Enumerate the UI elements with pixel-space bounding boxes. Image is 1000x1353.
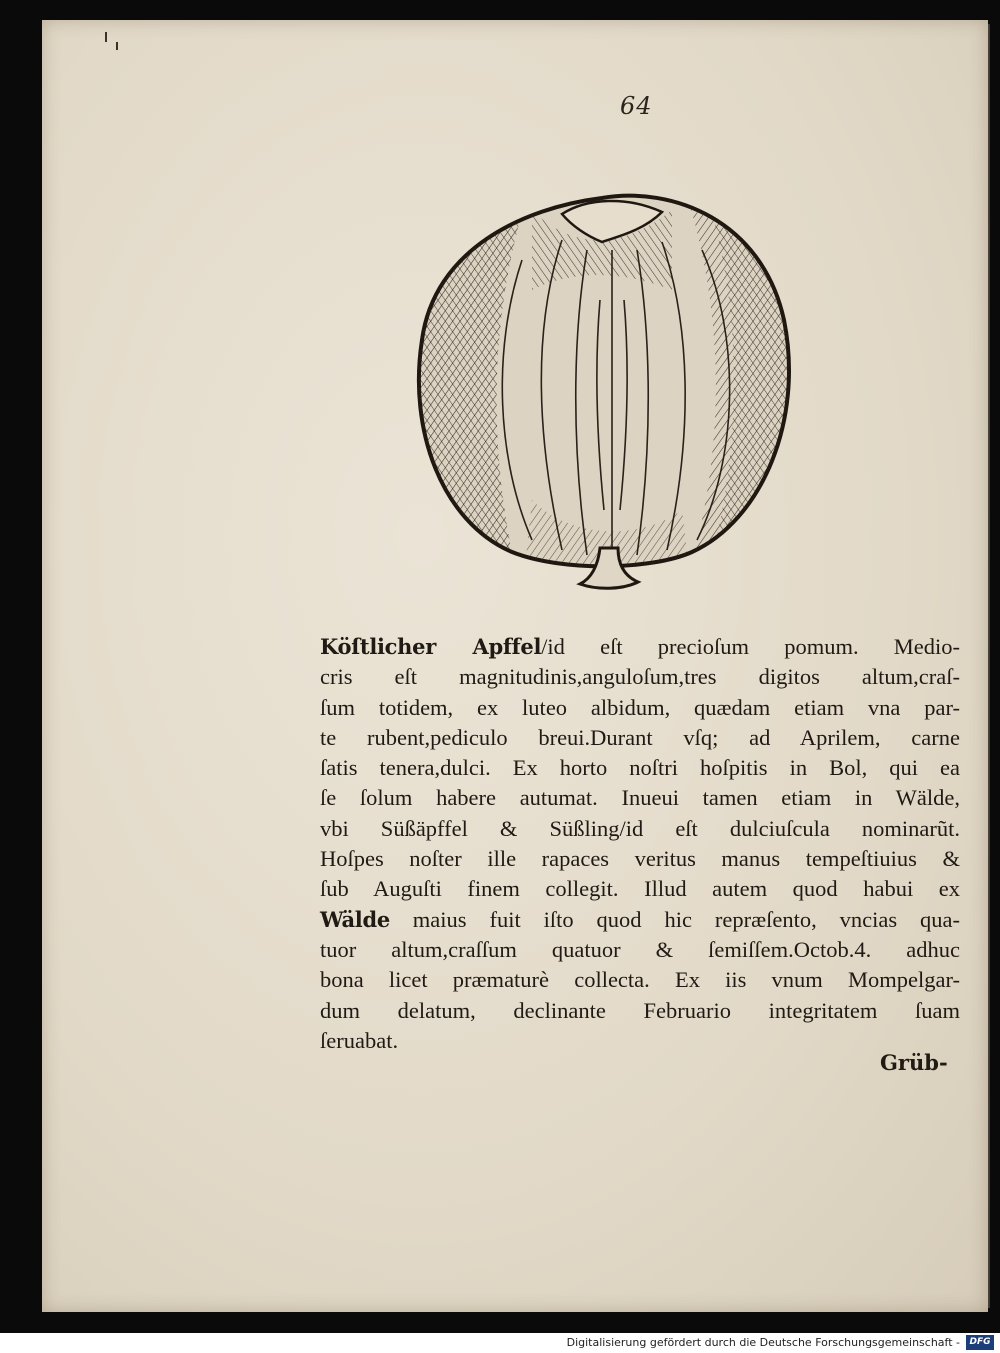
- text-line-8: Hoſpes noſter ille rapaces veritus manus tempeſtiuius &: [320, 846, 960, 872]
- text-line-5: ſatis tenera,dulci. Ex horto noſtri hoſpitis in Bol, qui ea: [320, 755, 960, 781]
- catchword: Grüb-: [880, 1050, 948, 1075]
- body-text: [320, 632, 960, 1056]
- footer-bar: [0, 1333, 1000, 1353]
- text-line-body: maius fuit iſto quod hic repræſento, vncias qua-: [389, 906, 960, 932]
- blackletter-term: Köſtlicher Apffel: [320, 634, 542, 659]
- text-line-12: bona licet præmaturè collecta. Ex iis vnum Mompelgar-: [320, 967, 960, 993]
- margin-mark: [116, 42, 118, 50]
- text-line-13: dum delatum, declinante Februario integritatem ſuam: [320, 997, 960, 1023]
- text-line-7: vbi Süßäpffel & Süßling/id eſt dulciuſcula nominarũt.: [320, 815, 960, 841]
- text-line-2: cris eſt magnitudinis,anguloſum,tres digitos altum,craſ-: [320, 664, 960, 690]
- text-line-body: /id eſt precioſum pomum. Medio-: [541, 634, 961, 659]
- footer-credit: Digitalisierung gefördert durch die Deutsche Forschungsgemeinschaft -: [566, 1336, 960, 1349]
- text-line-6: ſe ſolum habere autumat. Inueui tamen etiam in Wälde,: [320, 785, 960, 811]
- text-line-3: ſum totidem, ex luteo albidum, quædam etiam vna par-: [320, 694, 960, 720]
- blackletter-term: Wälde: [320, 906, 390, 932]
- text-line-14: ſeruabat.: [320, 1027, 399, 1053]
- dfg-logo: DFG: [966, 1335, 994, 1350]
- text-line-9: ſub Auguſti finem collegit. Illud autem quod habui ex: [320, 876, 960, 902]
- margin-mark: [105, 32, 107, 42]
- apple-woodcut-illustration: [412, 180, 796, 596]
- text-line-11: tuor altum,craſſum quatuor & ſemiſſem.Octob.4. adhuc: [320, 936, 960, 962]
- page-number: 64: [620, 92, 653, 120]
- text-line-10: [320, 905, 960, 935]
- text-line-4: te rubent,pediculo breui.Durant vſq; ad Aprilem, carne: [320, 724, 960, 750]
- text-line-1: [320, 632, 960, 662]
